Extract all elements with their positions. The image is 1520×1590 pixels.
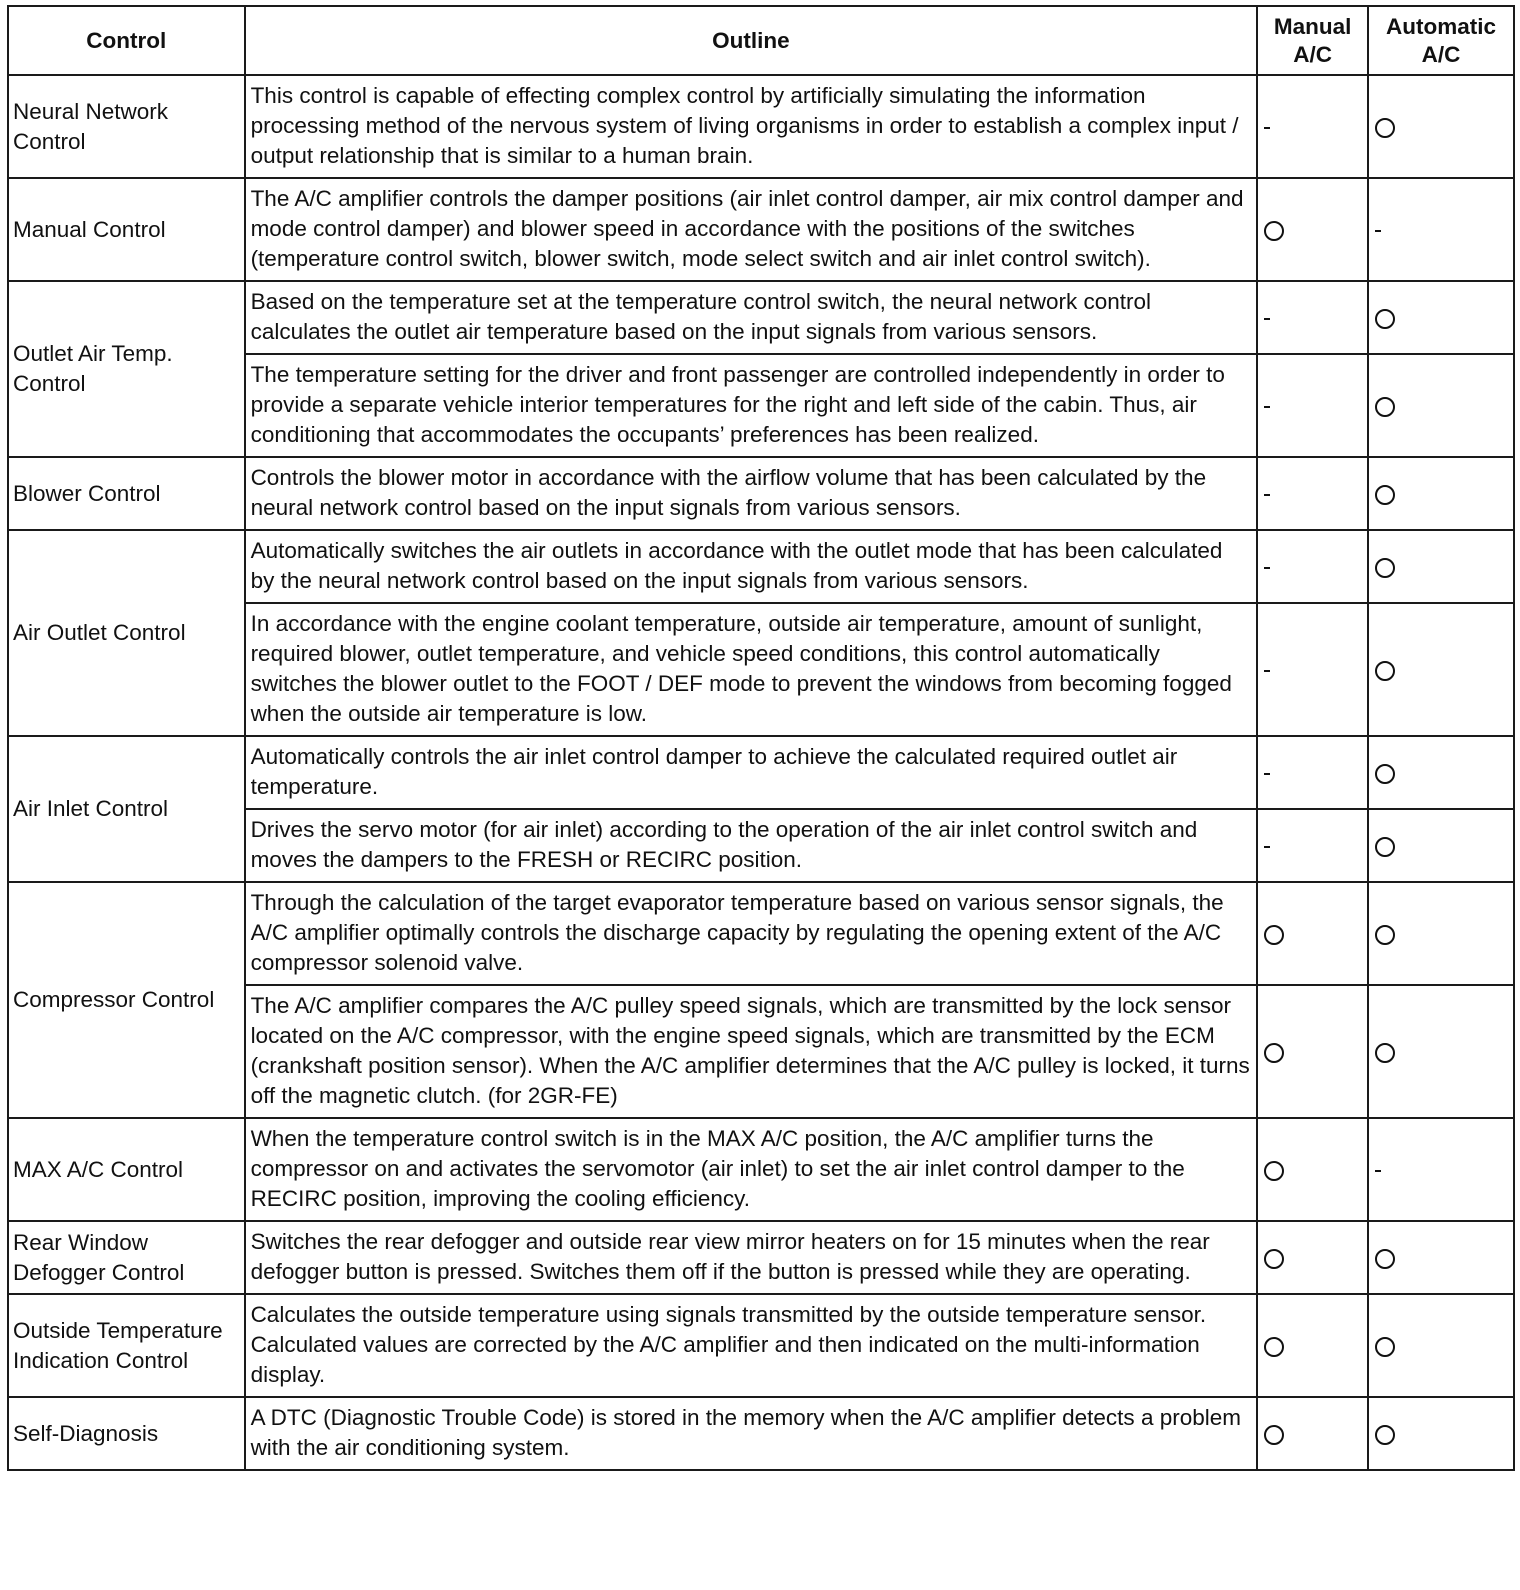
table-row: [8, 530, 1514, 603]
control-name-cell: Air Inlet Control: [8, 736, 245, 882]
not-applicable-dash-icon: [1264, 670, 1270, 672]
table-row: [8, 736, 1514, 809]
applicable-circle-icon: [1375, 661, 1395, 681]
control-name-cell: Air Outlet Control: [8, 530, 245, 736]
table-row: [8, 1118, 1514, 1221]
control-name-cell: Compressor Control: [8, 882, 245, 1118]
automatic-ac-cell: [1368, 985, 1514, 1118]
automatic-ac-cell: [1368, 281, 1514, 354]
outline-column-header: Outline: [245, 6, 1258, 75]
applicable-circle-icon: [1375, 485, 1395, 505]
control-name-cell: Blower Control: [8, 457, 245, 530]
manual-ac-cell: [1257, 882, 1368, 985]
applicable-circle-icon: [1264, 1249, 1284, 1269]
applicable-circle-icon: [1264, 925, 1284, 945]
applicable-circle-icon: [1375, 764, 1395, 784]
table-row: [8, 178, 1514, 281]
table-row: [8, 281, 1514, 354]
outline-cell: When the temperature control switch is in the MAX A/C position, the A/C amplifier turns the compressor on and activates the servomotor (air inlet) to set the air inlet control damper to the RECIRC position, improving the cooling efficiency.: [245, 1118, 1258, 1221]
automatic-ac-cell: [1368, 1397, 1514, 1470]
applicable-circle-icon: [1375, 397, 1395, 417]
manual-ac-cell: [1257, 736, 1368, 809]
outline-cell: Automatically controls the air inlet control damper to achieve the calculated required outlet air temperature.: [245, 736, 1258, 809]
table-body: [8, 75, 1514, 1470]
automatic-ac-cell: [1368, 882, 1514, 985]
table-row: [8, 1221, 1514, 1294]
manual-ac-cell: [1257, 1118, 1368, 1221]
outline-cell: Calculates the outside temperature using signals transmitted by the outside temperature sensor. Calculated values are corrected by the A/C amplifier and then indicated on the multi-information display.: [245, 1294, 1258, 1397]
header-row: [8, 6, 1514, 75]
not-applicable-dash-icon: [1264, 406, 1270, 408]
control-name-cell: MAX A/C Control: [8, 1118, 245, 1221]
outline-cell: The temperature setting for the driver and front passenger are controlled independently in order to provide a separate vehicle interior temperatures for the right and left side of the cabin. Thus, air conditioning that accommodates the occupants’ preferences has been realized.: [245, 354, 1258, 457]
applicable-circle-icon: [1375, 1043, 1395, 1063]
applicable-circle-icon: [1264, 1043, 1284, 1063]
automatic-ac-cell: [1368, 736, 1514, 809]
manual-ac-cell: [1257, 1397, 1368, 1470]
table-row: [8, 1294, 1514, 1397]
automatic-ac-cell: [1368, 809, 1514, 882]
manual-ac-cell: [1257, 354, 1368, 457]
applicable-circle-icon: [1375, 558, 1395, 578]
control-name-cell: Outlet Air Temp. Control: [8, 281, 245, 457]
table-row: [8, 75, 1514, 178]
outline-cell: Automatically switches the air outlets in accordance with the outlet mode that has been calculated by the neural network control based on the input signals from various sensors.: [245, 530, 1258, 603]
control-outline-table: [7, 5, 1515, 1471]
manual-ac-cell: [1257, 178, 1368, 281]
table-row: [8, 882, 1514, 985]
manual-ac-cell: [1257, 1221, 1368, 1294]
outline-cell: The A/C amplifier compares the A/C pulley speed signals, which are transmitted by the lock sensor located on the A/C compressor, with the engine speed signals, which are transmitted by the ECM (crankshaft position sensor). When the A/C amplifier determines that the A/C pulley is locked, it turns off the magnetic clutch. (for 2GR-FE): [245, 985, 1258, 1118]
control-name-cell: Neural Network Control: [8, 75, 245, 178]
not-applicable-dash-icon: [1264, 846, 1270, 848]
table-row: [8, 457, 1514, 530]
applicable-circle-icon: [1264, 1425, 1284, 1445]
manual-ac-cell: [1257, 457, 1368, 530]
control-column-header: Control: [8, 6, 245, 75]
not-applicable-dash-icon: [1264, 127, 1270, 129]
outline-cell: The A/C amplifier controls the damper positions (air inlet control damper, air mix control damper and mode control damper) and blower speed in accordance with the positions of the switches (temperature control switch, blower switch, mode select switch and air inlet control switch).: [245, 178, 1258, 281]
manual-ac-cell: [1257, 530, 1368, 603]
outline-cell: In accordance with the engine coolant temperature, outside air temperature, amount of sunlight, required blower, outlet temperature, and vehicle speed conditions, this control automatically switches the blower outlet to the FOOT / DEF mode to prevent the windows from becoming fogged when the outside air temperature is low.: [245, 603, 1258, 736]
not-applicable-dash-icon: [1264, 494, 1270, 496]
manual-ac-cell: [1257, 281, 1368, 354]
automatic-ac-cell: [1368, 603, 1514, 736]
outline-cell: A DTC (Diagnostic Trouble Code) is stored in the memory when the A/C amplifier detects a problem with the air conditioning system.: [245, 1397, 1258, 1470]
not-applicable-dash-icon: [1264, 773, 1270, 775]
manual-ac-cell: [1257, 809, 1368, 882]
outline-cell: This control is capable of effecting complex control by artificially simulating the information processing method of the nervous system of living organisms in order to establish a complex input / output relationship that is similar to a human brain.: [245, 75, 1258, 178]
table-row: [8, 1397, 1514, 1470]
applicable-circle-icon: [1375, 118, 1395, 138]
manual-ac-cell: [1257, 985, 1368, 1118]
automatic-ac-cell: [1368, 1118, 1514, 1221]
manual-ac-cell: [1257, 1294, 1368, 1397]
not-applicable-dash-icon: [1375, 230, 1381, 232]
outline-cell: Drives the servo motor (for air inlet) according to the operation of the air inlet control switch and moves the dampers to the FRESH or RECIRC position.: [245, 809, 1258, 882]
applicable-circle-icon: [1264, 1161, 1284, 1181]
automatic-ac-cell: [1368, 530, 1514, 603]
applicable-circle-icon: [1375, 837, 1395, 857]
control-name-cell: Rear Window Defogger Control: [8, 1221, 245, 1294]
outline-cell: Switches the rear defogger and outside rear view mirror heaters on for 15 minutes when the rear defogger button is pressed. Switches them off if the button is pressed while they are operating.: [245, 1221, 1258, 1294]
control-name-cell: Outside Temperature Indication Control: [8, 1294, 245, 1397]
automatic-ac-cell: [1368, 75, 1514, 178]
not-applicable-dash-icon: [1375, 1170, 1381, 1172]
applicable-circle-icon: [1375, 925, 1395, 945]
applicable-circle-icon: [1264, 1337, 1284, 1357]
outline-cell: Based on the temperature set at the temperature control switch, the neural network control calculates the outlet air temperature based on the input signals from various sensors.: [245, 281, 1258, 354]
manual-ac-cell: [1257, 603, 1368, 736]
manual-ac-column-header: Manual A/C: [1257, 6, 1368, 75]
automatic-ac-cell: [1368, 1221, 1514, 1294]
manual-ac-cell: [1257, 75, 1368, 178]
automatic-ac-cell: [1368, 1294, 1514, 1397]
automatic-ac-column-header: Automatic A/C: [1368, 6, 1514, 75]
applicable-circle-icon: [1375, 309, 1395, 329]
applicable-circle-icon: [1264, 221, 1284, 241]
automatic-ac-cell: [1368, 354, 1514, 457]
applicable-circle-icon: [1375, 1425, 1395, 1445]
control-name-cell: Manual Control: [8, 178, 245, 281]
not-applicable-dash-icon: [1264, 318, 1270, 320]
automatic-ac-cell: [1368, 457, 1514, 530]
outline-cell: Through the calculation of the target evaporator temperature based on various sensor signals, the A/C amplifier optimally controls the discharge capacity by regulating the opening extent of the A/C compressor solenoid valve.: [245, 882, 1258, 985]
automatic-ac-cell: [1368, 178, 1514, 281]
control-name-cell: Self-Diagnosis: [8, 1397, 245, 1470]
outline-cell: Controls the blower motor in accordance with the airflow volume that has been calculated by the neural network control based on the input signals from various sensors.: [245, 457, 1258, 530]
applicable-circle-icon: [1375, 1249, 1395, 1269]
not-applicable-dash-icon: [1264, 567, 1270, 569]
applicable-circle-icon: [1375, 1337, 1395, 1357]
